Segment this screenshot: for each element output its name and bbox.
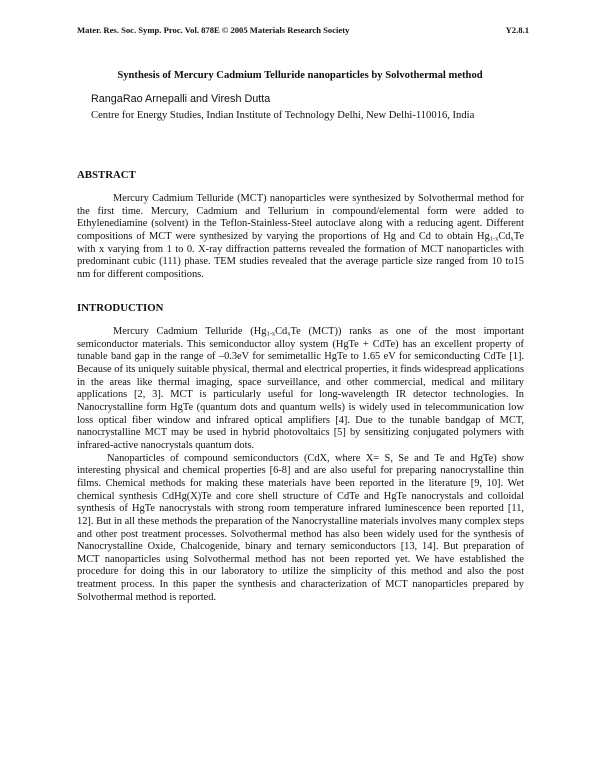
abstract-body [77, 193, 524, 282]
introduction-heading: INTRODUCTION [77, 302, 164, 314]
abstract-paragraph: Mercury Cadmium Telluride (MCT) nanoparticles were synthesized by Solvothermal method for the first time. Mercury, Cadmium and Tellurium in compound/elemental form were added to Ethylenediamine (solvent) in the Teflon-Stainless-Steel autoclave along with a reducing agent. Different compositions of MCT were synthesized by varying the proportions of Hg and Cd to obtain $Hg_{1-x}Cd_xTe$ with x varying from 1 to 0. X-ray diffraction patterns revealed the formation of MCT nanoparticles with predominant cubic (111) phase. TEM studies revealed that the average particle size ranged from 10 to15 nm for different compositions. [77, 193, 524, 280]
journal-citation: Mater. Res. Soc. Symp. Proc. Vol. 878E © 2005 Materials Research Society [77, 25, 350, 35]
paper-title: Synthesis of Mercury Cadmium Telluride nanoparticles by Solvothermal method [117, 70, 483, 81]
authors: RangaRao Arnepalli and Viresh Dutta [91, 93, 271, 105]
intro-paragraph-2: Nanoparticles of compound semiconductors (CdX, where X= S, Se and Te and HgTe) show interesting physical and chemical properties [6-8] and are also useful for preparing nanocrystalline thin films. Chemical methods for making these materials have been reported in the literature [9, 10]. Wet chemical synthesis CdHg(X)Te and core shell structure of CdTe and HgTe nanocrystals and colloidal synthesis of HgTe nanocrystals with strong room temperature infrared luminescence been reported [11, 12]. But in all these methods the preparation of the Nanocrystalline materials involves many complex steps and other post treatment processes. Solvothermal method has also been widely used for the synthesis of Nanocrystalline Oxide, Chalcogenide, binary and ternary semiconductors [13, 14]. But preparation of MCT nanoparticles using Solvothermal method has not been reported yet. We have established the procedure for doing this in our laboratory to utilize the simplicity of this method and also the post treatment process. In this paper the synthesis and characterization of MCT nanoparticles prepared by Solvothermal method is reported. [77, 452, 524, 603]
page-code: Y2.8.1 [505, 25, 529, 35]
affiliation: Centre for Energy Studies, Indian Institute of Technology Delhi, New Delhi-110016, India [91, 110, 475, 121]
running-header [77, 25, 529, 35]
introduction-body [77, 326, 524, 604]
abstract-heading: ABSTRACT [77, 169, 136, 181]
intro-paragraph-1: Mercury Cadmium Telluride ($Hg_{1-x}Cd_xTe$ (MCT)) ranks as one of the most important semiconductor materials. This semiconductor alloy system (HgTe + CdTe) has an excellent property of tunable band gap in the range of –0.3eV for semimetallic HgTe to 1.65 eV for semiconducting CdTe [1]. Because of its uniquely suitable physical, thermal and electrical properties, it finds widespread applications in the areas like thermal imaging, space surveillance, and other commercial, medical and military applications [2, 3]. MCT is particularly useful for long-wavelength IR detector technologies. In Nanocrystalline form HgTe (quantum dots and quantum wells) is widely used in telecommunication low loss optical fiber window and infrared optical amplifiers [4]. Due to the tunable bandgap of MCT, nanocrystalline MCT may be used in hybrid photovoltaics [5] by sensitizing conjugated polymers with infrared-active nanocrystals quantum dots. [77, 326, 524, 451]
